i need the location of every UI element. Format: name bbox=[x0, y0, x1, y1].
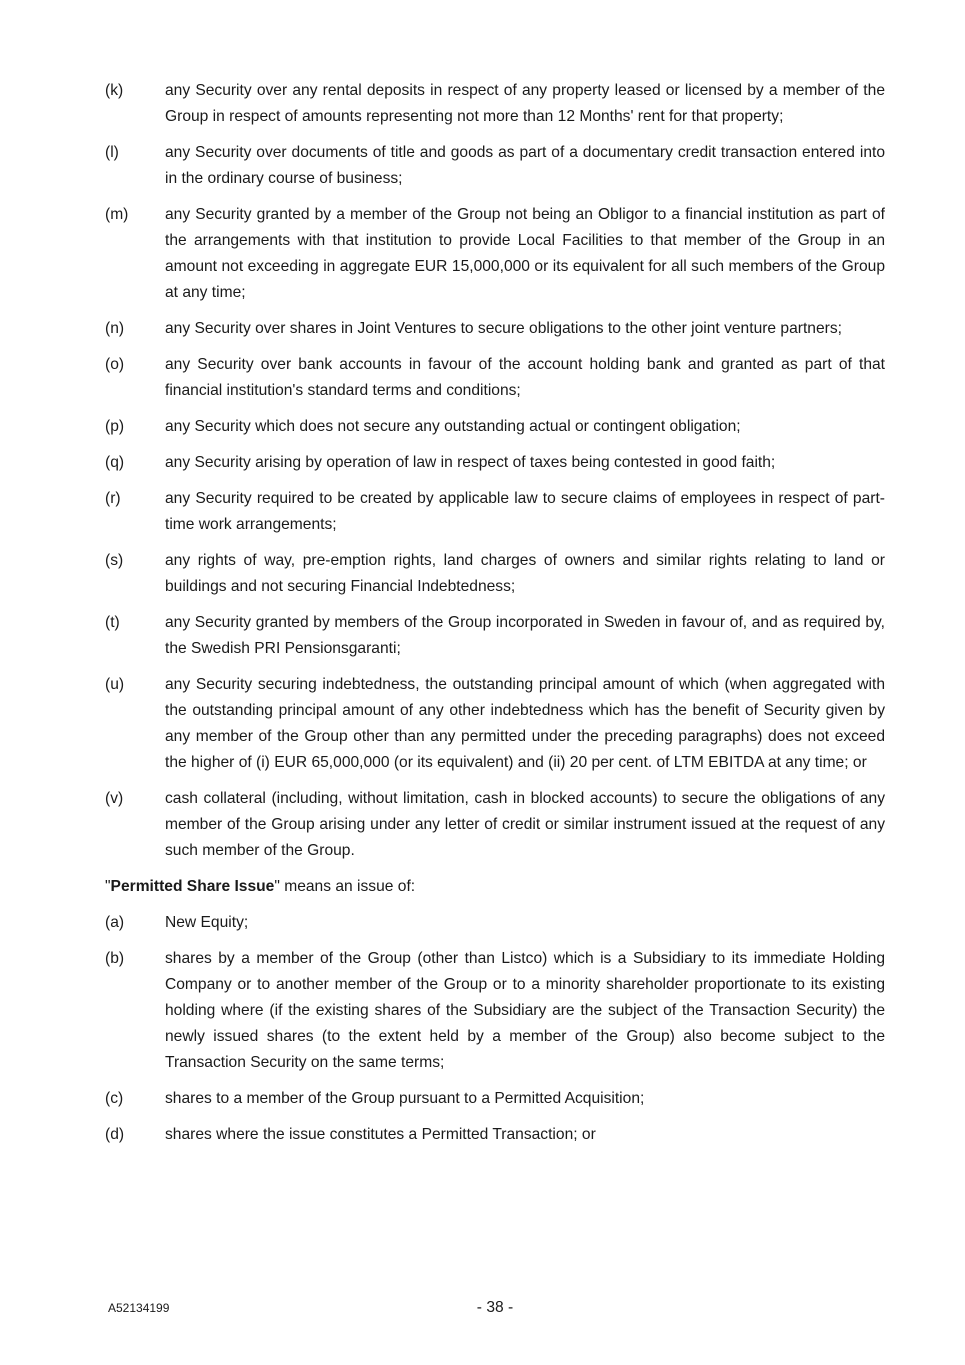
clause-d bbox=[105, 1122, 885, 1148]
clause-text: New Equity; bbox=[165, 914, 249, 931]
clause-label: (d) bbox=[105, 1126, 125, 1143]
clause-r bbox=[105, 486, 885, 538]
clause-text: any Security granted by members of the Group incorporated in Sweden in favour of, and as required by, the Swedish PRI Pensionsgaranti; bbox=[165, 614, 885, 657]
clause-label: (u) bbox=[105, 676, 125, 693]
clause-text: shares where the issue constitutes a Permitted Transaction; or bbox=[165, 1126, 596, 1143]
definition-term: Permitted Share Issue bbox=[110, 878, 275, 895]
clause-label: (b) bbox=[105, 950, 125, 967]
clause-text: any Security over bank accounts in favour of the account holding bank and granted as part of that financial institution's standard terms and conditions; bbox=[165, 356, 885, 399]
clause-label: (q) bbox=[105, 454, 125, 471]
clause-text: any Security over any rental deposits in respect of any property leased or licensed by a member of the Group in respect of amounts representing not more than 12 Months' rent for that property; bbox=[165, 82, 885, 125]
page-number: - 38 - bbox=[476, 1299, 514, 1316]
clause-k bbox=[105, 78, 885, 130]
clause-label: (n) bbox=[105, 320, 125, 337]
clause-l bbox=[105, 140, 885, 192]
clause-s bbox=[105, 548, 885, 600]
clause-c bbox=[105, 1086, 885, 1112]
clause-m bbox=[105, 202, 885, 306]
document-reference: A52134199 bbox=[108, 1301, 170, 1315]
clause-u bbox=[105, 672, 885, 776]
clause-label: (r) bbox=[105, 490, 121, 507]
clause-text: shares by a member of the Group (other than Listco) which is a Subsidiary to its immediate Holding Company or to another member of the Group or to a minority shareholder proportionate to its existing holding where (if the existing shares of the Subsidiary are the subject of the Transaction Security) the newly issued shares (to the extent held by a member of the Group) also become subject to the Transaction Security on the same terms; bbox=[165, 950, 885, 1071]
clause-label: (k) bbox=[105, 82, 124, 99]
clause-n bbox=[105, 316, 885, 342]
clause-text: any rights of way, pre-emption rights, land charges of owners and similar rights relating to land or buildings and not securing Financial Indebtedness; bbox=[165, 552, 885, 595]
clause-label: (p) bbox=[105, 418, 125, 435]
clause-label: (v) bbox=[105, 790, 124, 807]
clause-t bbox=[105, 610, 885, 662]
definition-open-quote: " bbox=[105, 878, 111, 895]
clause-label: (m) bbox=[105, 206, 129, 223]
clause-text: any Security required to be created by applicable law to secure claims of employees in respect of part-time work arrangements; bbox=[165, 490, 885, 533]
clause-text: any Security arising by operation of law in respect of taxes being contested in good faith; bbox=[165, 454, 776, 471]
clause-p bbox=[105, 414, 885, 440]
clause-text: any Security securing indebtedness, the outstanding principal amount of which (when aggregated with the outstanding principal amount of any other indebtedness which has the benefit of Security given by any member of the Group other than any permitted under the preceding paragraphs) does not exceed the higher of (i) EUR 65,000,000 (or its equivalent) and (ii) 20 per cent. of LTM EBITDA at any time; or bbox=[165, 676, 885, 771]
clause-label: (a) bbox=[105, 914, 125, 931]
clause-b bbox=[105, 946, 885, 1076]
clause-v bbox=[105, 786, 885, 864]
definition-rest: " means an issue of: bbox=[274, 878, 416, 895]
clause-text: any Security granted by a member of the Group not being an Obligor to a financial institution as part of the arrangements with that institution to provide Local Facilities to that member of the Group in an amount not exceeding in aggregate EUR 15,000,000 or its equivalent for all such members of the Group at any time; bbox=[165, 206, 885, 301]
clause-label: (c) bbox=[105, 1090, 124, 1107]
clause-a bbox=[105, 910, 885, 936]
clause-label: (t) bbox=[105, 614, 120, 631]
clause-text: cash collateral (including, without limitation, cash in blocked accounts) to secure the obligations of any member of the Group arising under any letter of credit or similar instrument issued at the request of any such member of the Group. bbox=[165, 790, 885, 859]
clause-text: any Security over documents of title and goods as part of a documentary credit transaction entered into in the ordinary course of business; bbox=[165, 144, 885, 187]
clause-label: (o) bbox=[105, 356, 125, 373]
clause-label: (s) bbox=[105, 552, 124, 569]
clause-text: shares to a member of the Group pursuant to a Permitted Acquisition; bbox=[165, 1090, 645, 1107]
clause-text: any Security over shares in Joint Ventures to secure obligations to the other joint venture partners; bbox=[165, 320, 842, 337]
page-body bbox=[105, 78, 885, 1158]
clause-text: any Security which does not secure any outstanding actual or contingent obligation; bbox=[165, 418, 741, 435]
clause-label: (l) bbox=[105, 144, 119, 161]
definition-permitted-share-issue bbox=[105, 874, 885, 900]
clause-o bbox=[105, 352, 885, 404]
clause-q bbox=[105, 450, 885, 476]
